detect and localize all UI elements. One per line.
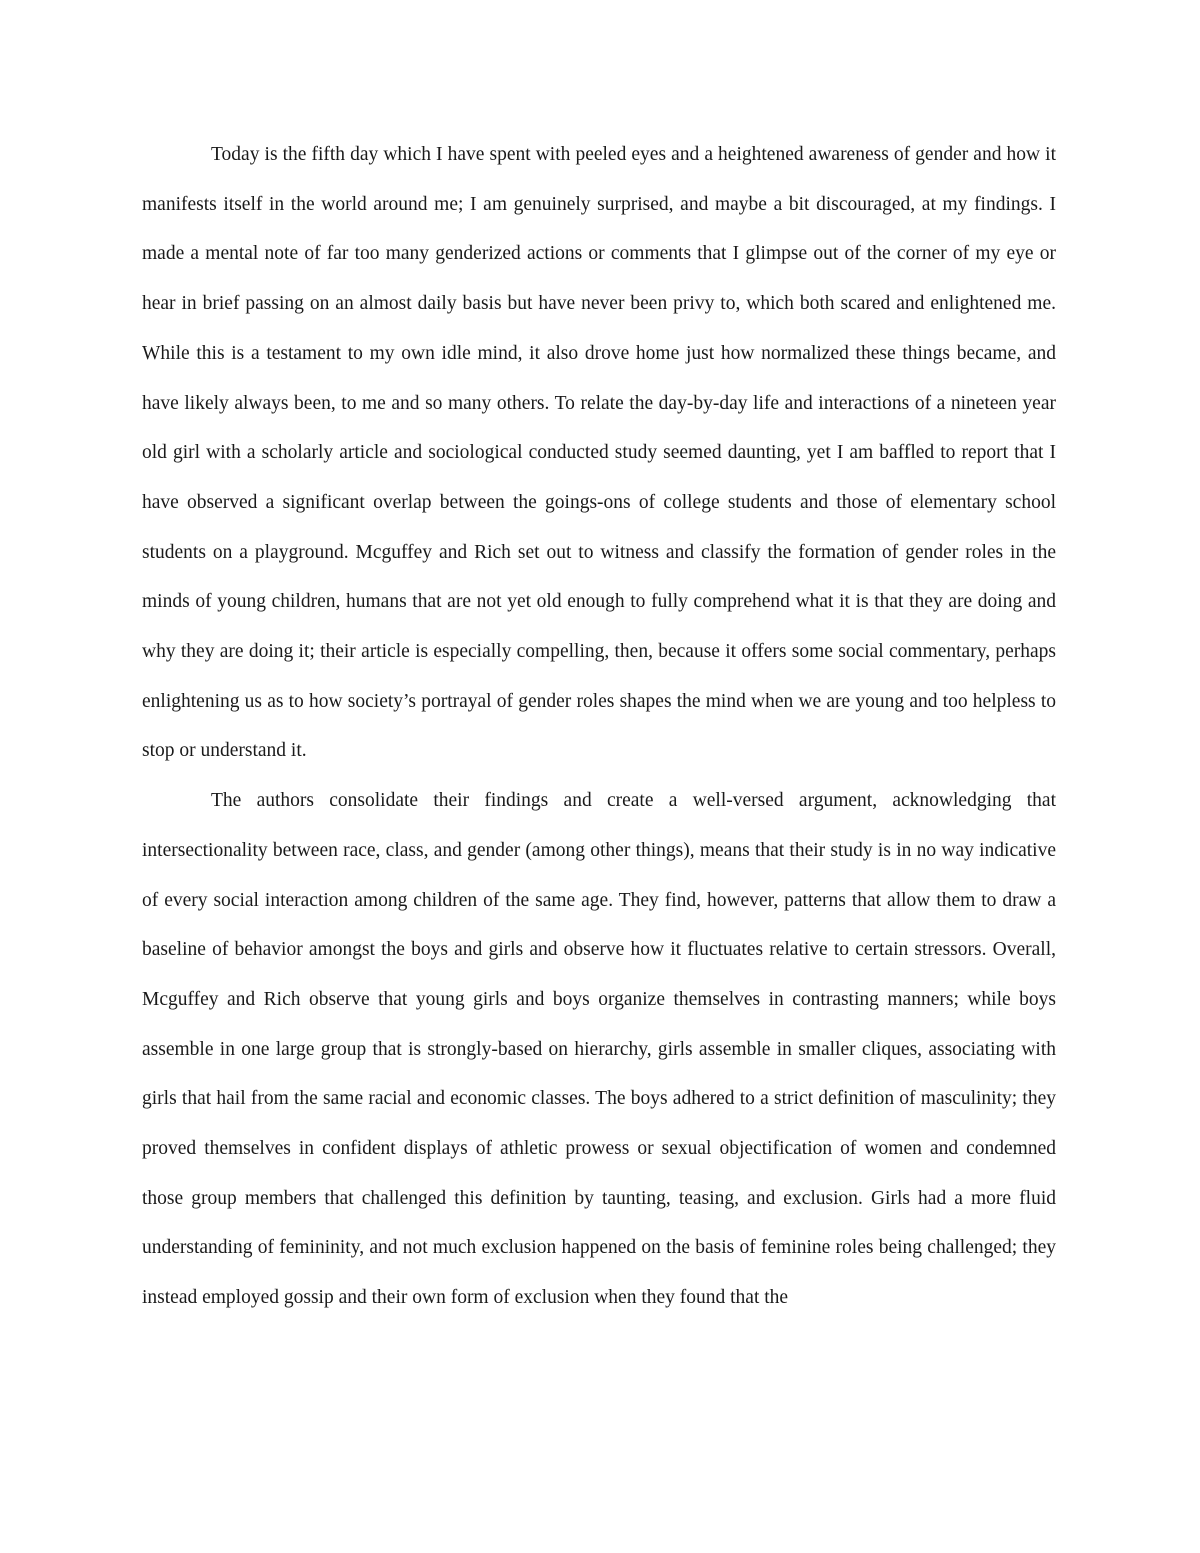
essay-body <box>142 130 1056 1323</box>
paragraph-2: The authors consolidate their findings and create a well-versed argument, acknowledging that intersectionality between race, class, and gender (among other things), means that their study is in no way indicative of every social interaction among children of the same age. They find, however, patterns that allow them to draw a baseline of behavior amongst the boys and girls and observe how it fluctuates relative to certain stressors. Overall, Mcguffey and Rich observe that young girls and boys organize themselves in contrasting manners; while boys assemble in one large group that is strongly-based on hierarchy, girls assemble in smaller cliques, associating with girls that hail from the same racial and economic classes. The boys adhered to a strict definition of masculinity; they proved themselves in confident displays of athletic prowess or sexual objectification of women and condemned those group members that challenged this definition by taunting, teasing, and exclusion. Girls had a more fluid understanding of femininity, and not much exclusion happened on the basis of feminine roles being challenged; they instead employed gossip and their own form of exclusion when they found that the <box>142 790 1056 1309</box>
paragraph-1: Today is the fifth day which I have spent with peeled eyes and a heightened awareness of gender and how it manifests itself in the world around me; I am genuinely surprised, and maybe a bit discouraged, at my findings. I made a mental note of far too many genderized actions or comments that I glimpse out of the corner of my eye or hear in brief passing on an almost daily basis but have never been privy to, which both scared and enlightened me. While this is a testament to my own idle mind, it also drove home just how normalized these things became, and have likely always been, to me and so many others. To relate the day-by-day life and interactions of a nineteen year old girl with a scholarly article and sociological conducted study seemed daunting, yet I am baffled to report that I have observed a significant overlap between the goings-ons of college students and those of elementary school students on a playground. Mcguffey and Rich set out to witness and classify the formation of gender roles in the minds of young children, humans that are not yet old enough to fully comprehend what it is that they are doing and why they are doing it; their article is especially compelling, then, because it offers some social commentary, perhaps enlightening us as to how society’s portrayal of gender roles shapes the mind when we are young and too helpless to stop or understand it. <box>142 144 1056 762</box>
